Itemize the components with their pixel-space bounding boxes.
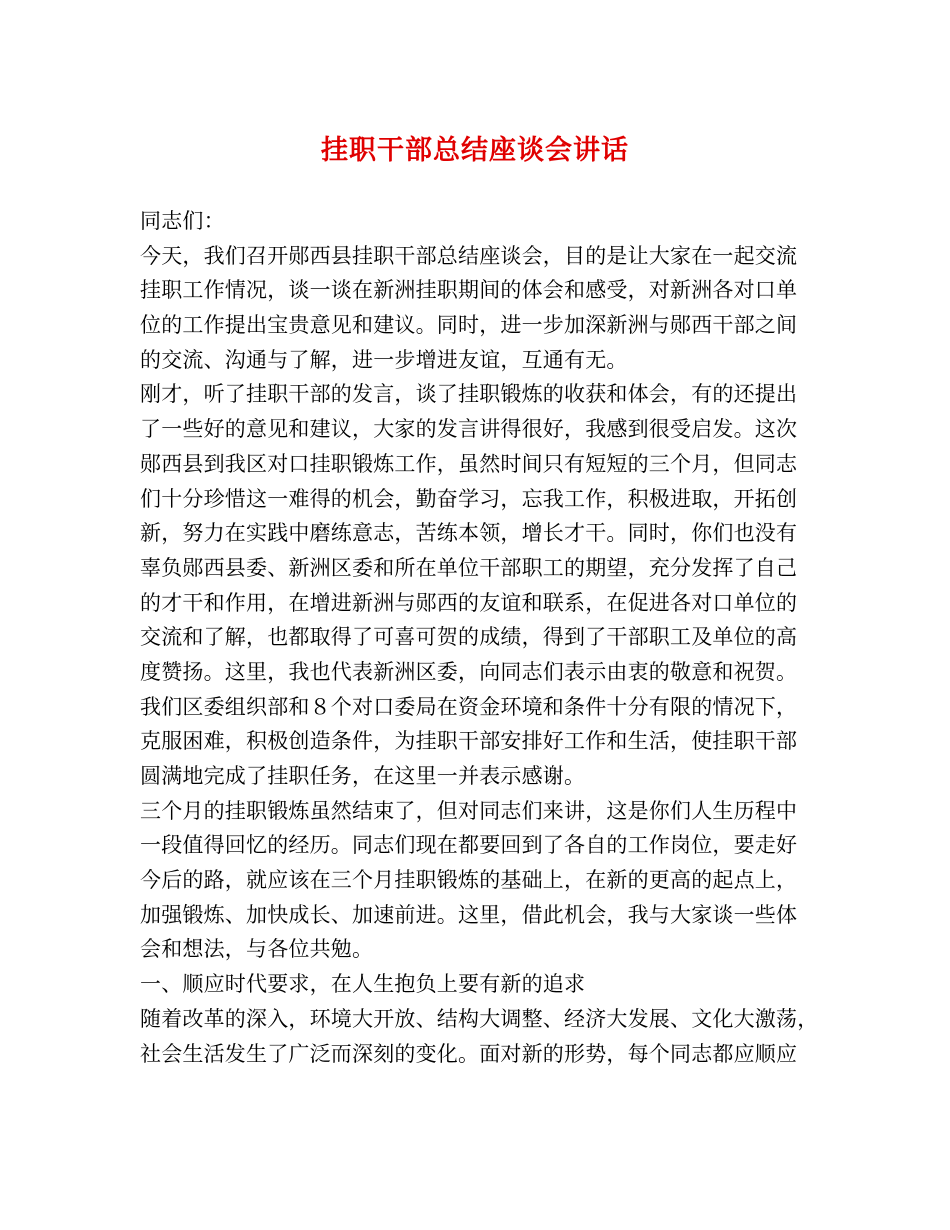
text-line: 郧西县到我区对口挂职锻炼工作，虽然时间只有短短的三个月，但同志: [140, 451, 798, 476]
text-line: 刚才，听了挂职干部的发言，谈了挂职锻炼的收获和体会，有的还提出: [140, 382, 798, 407]
text-line: 加强锻炼、加快成长、加速前进。这里，借此机会，我与大家谈一些体: [140, 902, 798, 927]
text-line: 同志们：: [140, 209, 225, 233]
text-line: 会和想法，与各位共勉。: [140, 937, 374, 962]
text-line: 们十分珍惜这一难得的机会，勤奋学习，忘我工作，积极进取，开拓创: [140, 486, 798, 511]
text-line: 交流和了解，也都取得了可喜可贺的成绩，得到了干部职工及单位的高: [140, 625, 798, 650]
text-line: 三个月的挂职锻炼虽然结束了，但对同志们来讲，这是你们人生历程中: [140, 798, 798, 823]
text-line: 的交流、沟通与了解，进一步增进友谊，互通有无。: [140, 347, 628, 372]
text-line: 今后的路，就应该在三个月挂职锻炼的基础上，在新的更高的起点上，: [140, 868, 798, 893]
text-line: 位的工作提出宝贵意见和建议。同时，进一步加深新洲与郧西干部之间: [140, 313, 798, 338]
text-line: 我们区委组织部和８个对口委局在资金环境和条件十分有限的情况下，: [140, 694, 798, 719]
text-line: 的才干和作用，在增进新洲与郧西的友谊和联系，在促进各对口单位的: [140, 590, 798, 615]
text-line: 随着改革的深入，环境大开放、结构大调整、经济大发展、文化大激荡，: [140, 1006, 819, 1031]
text-line: 今天，我们召开郧西县挂职干部总结座谈会，目的是让大家在一起交流: [140, 243, 798, 268]
text-line: 挂职工作情况，谈一谈在新洲挂职期间的体会和感受，对新洲各对口单: [140, 278, 798, 303]
text-line: 辜负郧西县委、新洲区委和所在单位干部职工的期望，充分发挥了自己: [140, 555, 798, 580]
text-line: 度赞扬。这里，我也代表新洲区委，向同志们表示由衷的敬意和祝贺。: [140, 659, 798, 684]
document-body: [140, 204, 830, 1071]
text-line: 圆满地完成了挂职任务，在这里一并表示感谢。: [140, 764, 586, 788]
text-line: 社会生活发生了广泛而深刻的变化。面对新的形势，每个同志都应顺应: [140, 1041, 798, 1066]
text-line: 克服困难，积极创造条件，为挂职干部安排好工作和生活，使挂职干部: [140, 729, 798, 754]
text-line: 一段值得回忆的经历。同志们现在都要回到了各自的工作岗位，要走好: [140, 833, 798, 858]
text-line: 新，努力在实践中磨练意志，苦练本领，增长才干。同时，你们也没有: [140, 521, 798, 546]
text-line: 了一些好的意见和建议，大家的发言讲得很好，我感到很受启发。这次: [140, 417, 798, 442]
text-line: 一、顺应时代要求，在人生抱负上要有新的追求: [140, 972, 586, 997]
document-title: 挂职干部总结座谈会讲话: [321, 135, 629, 166]
